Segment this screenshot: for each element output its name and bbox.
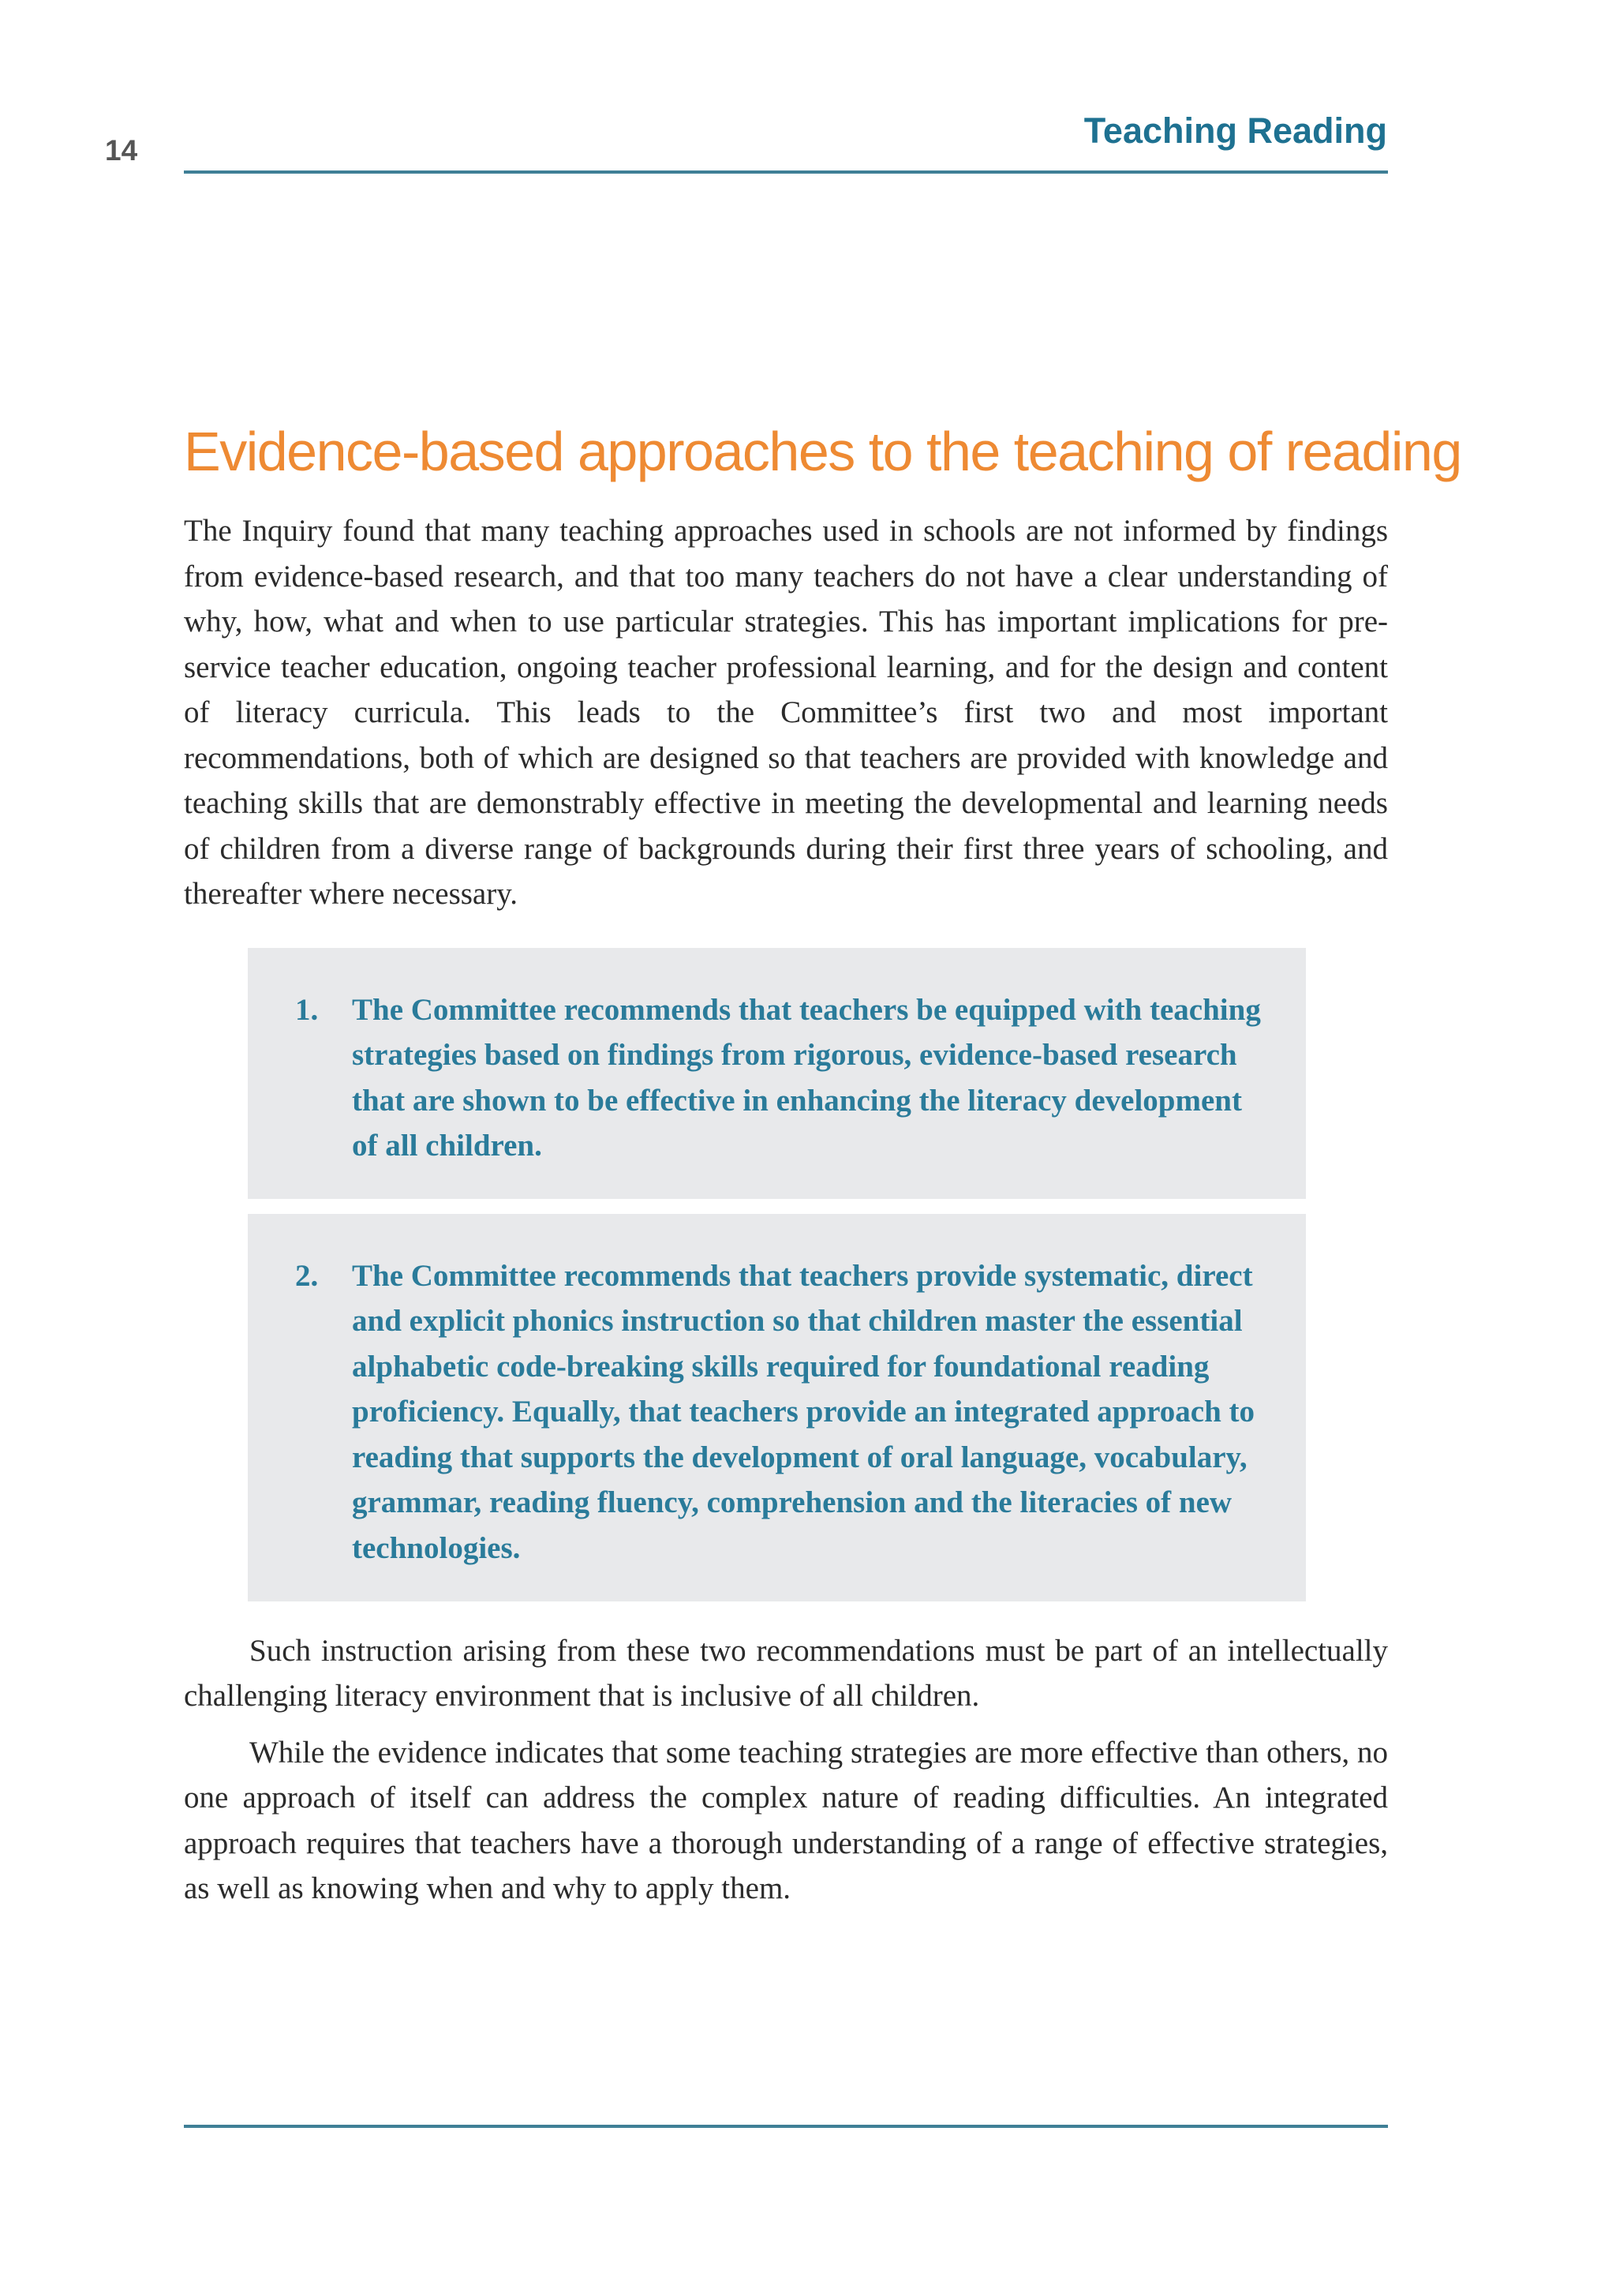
body-paragraph-2: While the evidence indicates that some teaching strategies are more effective than others, no one approach of itself can address the complex nature of reading difficulties. An integrated approach requires that teachers have a thorough understanding of a range of effective strategies, as well as knowing when and why to apply them.: [184, 1735, 1388, 1905]
page-number: 14: [105, 134, 138, 167]
running-head: Teaching Reading: [1083, 110, 1387, 151]
section-title: Evidence-based approaches to the teaching of reading: [184, 421, 1461, 482]
page-content: [184, 412, 1461, 1912]
footer-rule: [184, 2125, 1388, 2128]
body-paragraph-1: Such instruction arising from these two recommendations must be part of an intellectually challenging literacy environment that is inclusive of all children.: [184, 1633, 1388, 1713]
header-rule: [184, 170, 1388, 174]
recommendation-1: [295, 987, 1274, 1169]
recommendation-number: 1.: [295, 992, 319, 1027]
recommendation-2: [295, 1253, 1274, 1571]
recommendation-text: The Committee recommends that teachers provide systematic, direct and explicit phonics instruction so that children master the essential alphabetic code-breaking skills required for foundational reading proficiency. Equally, that teachers provide an integrated approach to reading that supports the development of oral language, vocabulary, grammar, reading fluency, comprehension and the literacies of new technologies.: [352, 1258, 1255, 1565]
recommendation-number: 2.: [295, 1258, 319, 1293]
recommendation-box-2: [248, 1214, 1306, 1601]
recommendation-box-1: [248, 948, 1306, 1199]
intro-paragraph: The Inquiry found that many teaching approaches used in schools are not informed by findings from evidence-based research, and that too many teachers do not have a clear understanding of why, how, what and when to use particular strategies. This has important implications for pre-service teacher education, ongoing teacher professional learning, and for the design and content of literacy curricula. This leads to the Committee’s first two and most important recommendations, both of which are designed so that teachers are provided with knowledge and teaching skills that are demonstrably effective in meeting the developmental and learning needs of children from a diverse range of backgrounds during their first three years of schooling, and thereafter where necessary.: [184, 514, 1388, 911]
recommendation-text: The Committee recommends that teachers be equipped with teaching strategies based on findings from rigorous, evidence-based research that are shown to be effective in enhancing the literacy development of all children.: [352, 992, 1261, 1163]
